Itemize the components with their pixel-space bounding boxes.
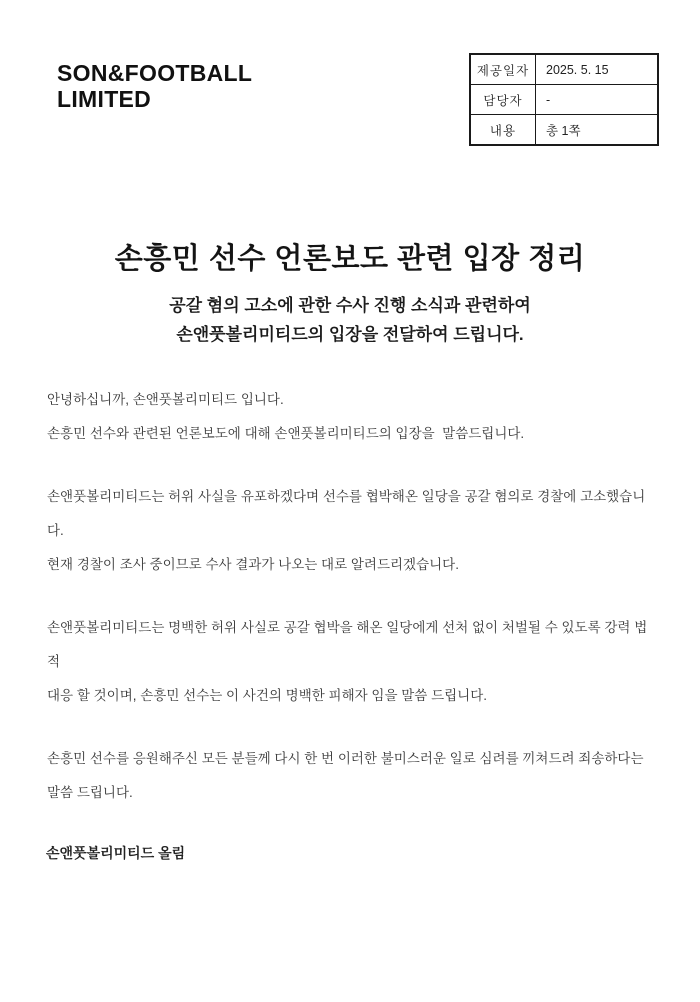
page-title: 손흥민 선수 언론보도 관련 입장 정리 — [114, 243, 586, 275]
info-value-contents: 총 1쪽 — [536, 115, 659, 146]
body-line: 대응 할 것이며, 손흥민 선수는 이 사건의 명백한 피해자 임을 말씀 드립니다. — [47, 688, 487, 703]
info-label-contact: 담당자 — [470, 85, 536, 115]
signoff: 손앤풋볼리미티드 올림 — [46, 845, 186, 861]
table-row — [470, 115, 658, 146]
body-line: 말씀 드립니다. — [47, 785, 133, 800]
document-body — [47, 383, 657, 839]
body-line: 손흥민 선수를 응원해주신 모든 분들께 다시 한 번 이러한 불미스러운 일로 심려를 끼쳐드려 죄송하다는 — [47, 751, 644, 766]
body-line: 안녕하십니까, 손앤풋볼리미티드 입니다. — [47, 392, 284, 407]
subtitle-line-1: 공갈 혐의 고소에 관한 수사 진행 소식과 관련하여 — [169, 296, 531, 315]
body-line: 손흥민 선수와 관련된 언론보도에 대해 손앤풋볼리미티드의 입장을 말씀드립니다. — [47, 426, 525, 441]
info-label-issue-date: 제공일자 — [470, 54, 536, 85]
paragraph-legal-action — [47, 611, 657, 713]
paragraph-greeting — [47, 383, 657, 451]
table-row — [470, 85, 658, 115]
page-subtitle — [0, 291, 700, 349]
info-label-contents: 내용 — [470, 115, 536, 146]
info-value-issue-date: 2025. 5. 15 — [536, 54, 659, 85]
body-line: 손앤풋볼리미티드는 명백한 허위 사실로 공갈 협박을 해온 일당에게 선처 없이 처벌될 수 있도록 강력 법적 — [47, 620, 648, 669]
paragraph-apology — [47, 742, 657, 810]
logo-line-1: SON&FOOTBALL — [57, 60, 253, 86]
logo-line-2: LIMITED — [57, 86, 152, 112]
info-value-contact: - — [536, 85, 659, 115]
table-row — [470, 54, 658, 85]
subtitle-line-2: 손앤풋볼리미티드의 입장을 전달하여 드립니다. — [176, 325, 524, 344]
company-logo — [57, 60, 252, 112]
body-line: 손앤풋볼리미티드는 허위 사실을 유포하겠다며 선수를 협박해온 일당을 공갈 혐의로 경찰에 고소했습니다. — [47, 489, 646, 538]
paragraph-complaint — [47, 480, 657, 582]
body-line: 현재 경찰이 조사 중이므로 수사 결과가 나오는 대로 알려드리겠습니다. — [47, 557, 459, 572]
document-info-table — [469, 53, 659, 146]
